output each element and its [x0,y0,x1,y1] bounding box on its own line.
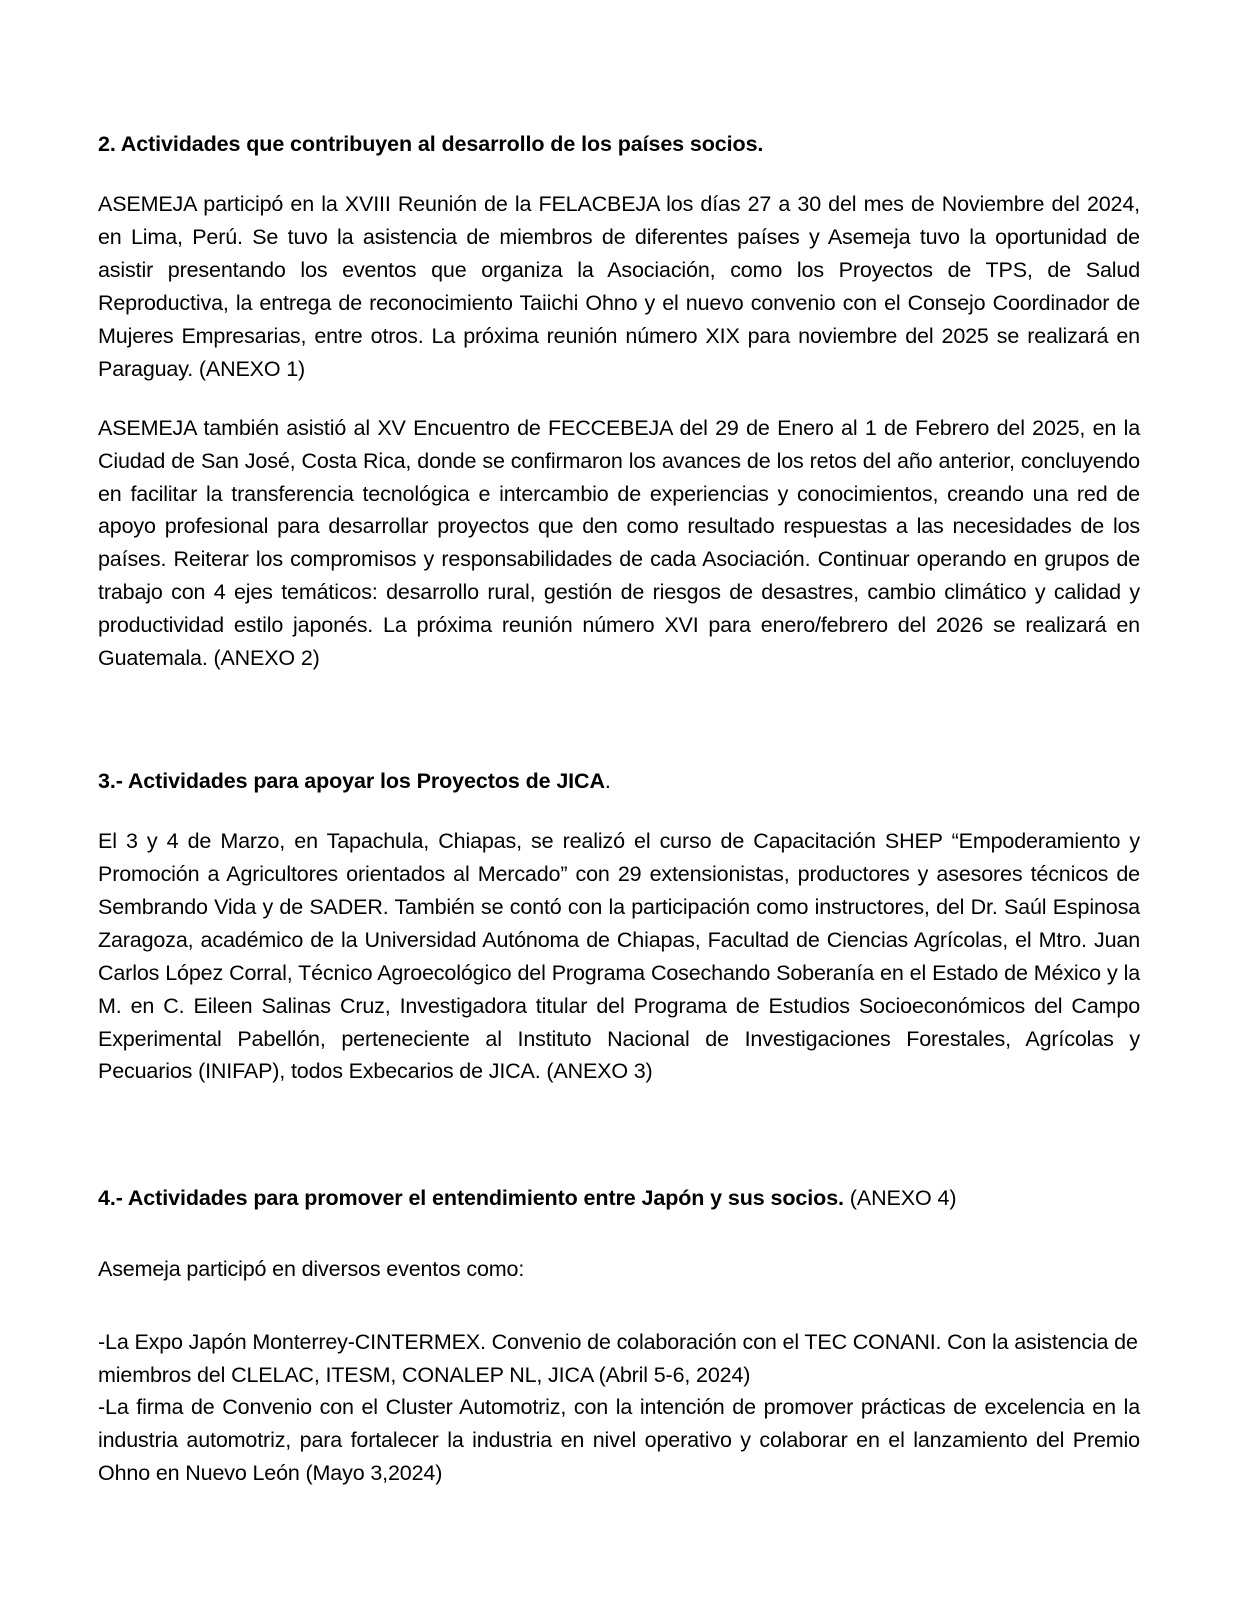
section-3-heading-text: 3.- Actividades para apoyar los Proyectos de JICA [98,768,605,793]
section-4-list-item-2: -La firma de Convenio con el Cluster Automotriz, con la intención de promover prácticas de excelencia en la industria automotriz, para fortalecer la industria en nivel operativo y colaborar en el lanzamiento del Premio Ohno en Nuevo León (Mayo 3,2024) [98,1395,1140,1486]
section-2-paragraph-1: ASEMEJA participó en la XVIII Reunión de la FELACBEJA los días 27 a 30 del mes de Noviembre del 2024, en Lima, Perú. Se tuvo la asistencia de miembros de diferentes países y Asemeja tuvo la oportunidad de asistir presentando los eventos que organiza la Asociación, como los Proyectos de TPS, de Salud Reproductiva, la entrega de reconocimiento Taiichi Ohno y el nuevo convenio con el Consejo Coordinador de Mujeres Empresarias, entre otros. La próxima reunión número XIX para noviembre del 2025 se realizará en Paraguay. (ANEXO 1) [98,192,1140,381]
section-4-heading-annex-ref: (ANEXO 4) [843,1186,957,1211]
spacer [98,1286,1140,1326]
spacer [98,795,1140,825]
spacer [98,386,1140,412]
document-body [98,130,1140,1490]
section-3-heading-period: . [604,768,611,793]
section-4-intro-line: Asemeja participó en diversos eventos como: [98,1256,525,1281]
section-2-heading: 2. Actividades que contribuyen al desarrollo de los países socios. [98,132,764,156]
spacer [98,675,1140,767]
section-3-paragraph-1: El 3 y 4 de Marzo, en Tapachula, Chiapas, se realizó el curso de Capacitación SHEP “Empoderamiento y Promoción a Agricultores orientados al Mercado” con 29 extensionistas, productores y asesores técnicos de Sembrando Vida y de SADER. También se contó con la participación como instructores, del Dr. Saúl Espinosa Zaragoza, académico de la Universidad Autónoma de Chiapas, Facultad de Ciencias Agrícolas, el Mtro. Juan Carlos López Corral, Técnico Agroecológico del Programa Cosechando Soberanía en el Estado de México y la M. en C. Eileen Salinas Cruz, Investigadora titular del Programa de Estudios Socioeconómicos del Campo Experimental Pabellón, perteneciente al Instituto Nacional de Investigaciones Forestales, Agrícolas y Pecuarios (INIFAP), todos Exbecarios de JICA. (ANEXO 3) [98,829,1140,1084]
section-2-paragraph-2: ASEMEJA también asistió al XV Encuentro de FECCEBEJA del 29 de Enero al 1 de Febrero del 2025, en la Ciudad de San José, Costa Rica, donde se confirmaron los avances de los retos del año anterior, concluyendo en facilitar la transferencia tecnológica e intercambio de experiencias y conocimientos, creando una red de apoyo profesional para desarrollar proyectos que den como resultado respuestas a las necesidades de los países. Reiterar los compromisos y responsabilidades de cada Asociación. Continuar operando en grupos de trabajo con 4 ejes temáticos: desarrollo rural, gestión de riesgos de desastres, cambio climático y calidad y productividad estilo japonés. La próxima reunión número XVI para enero/febrero del 2026 se realizará en Guatemala. (ANEXO 2) [98,415,1140,670]
spacer [98,1213,1140,1253]
section-4-heading [98,1184,1140,1212]
section-4-list-item-1: -La Expo Japón Monterrey-CINTERMEX. Convenio de colaboración con el TEC CONANI. Con la asistencia de miembros del CLELAC, ITESM, CONALEP NL, JICA (Abril 5-6, 2024) [98,1329,1138,1387]
spacer [98,158,1140,188]
section-3-heading [98,767,1140,795]
section-4-event-list [98,1326,1140,1490]
spacer [98,1088,1140,1184]
section-4-heading-text: 4.- Actividades para promover el entendimiento entre Japón y sus socios. [98,1186,844,1211]
